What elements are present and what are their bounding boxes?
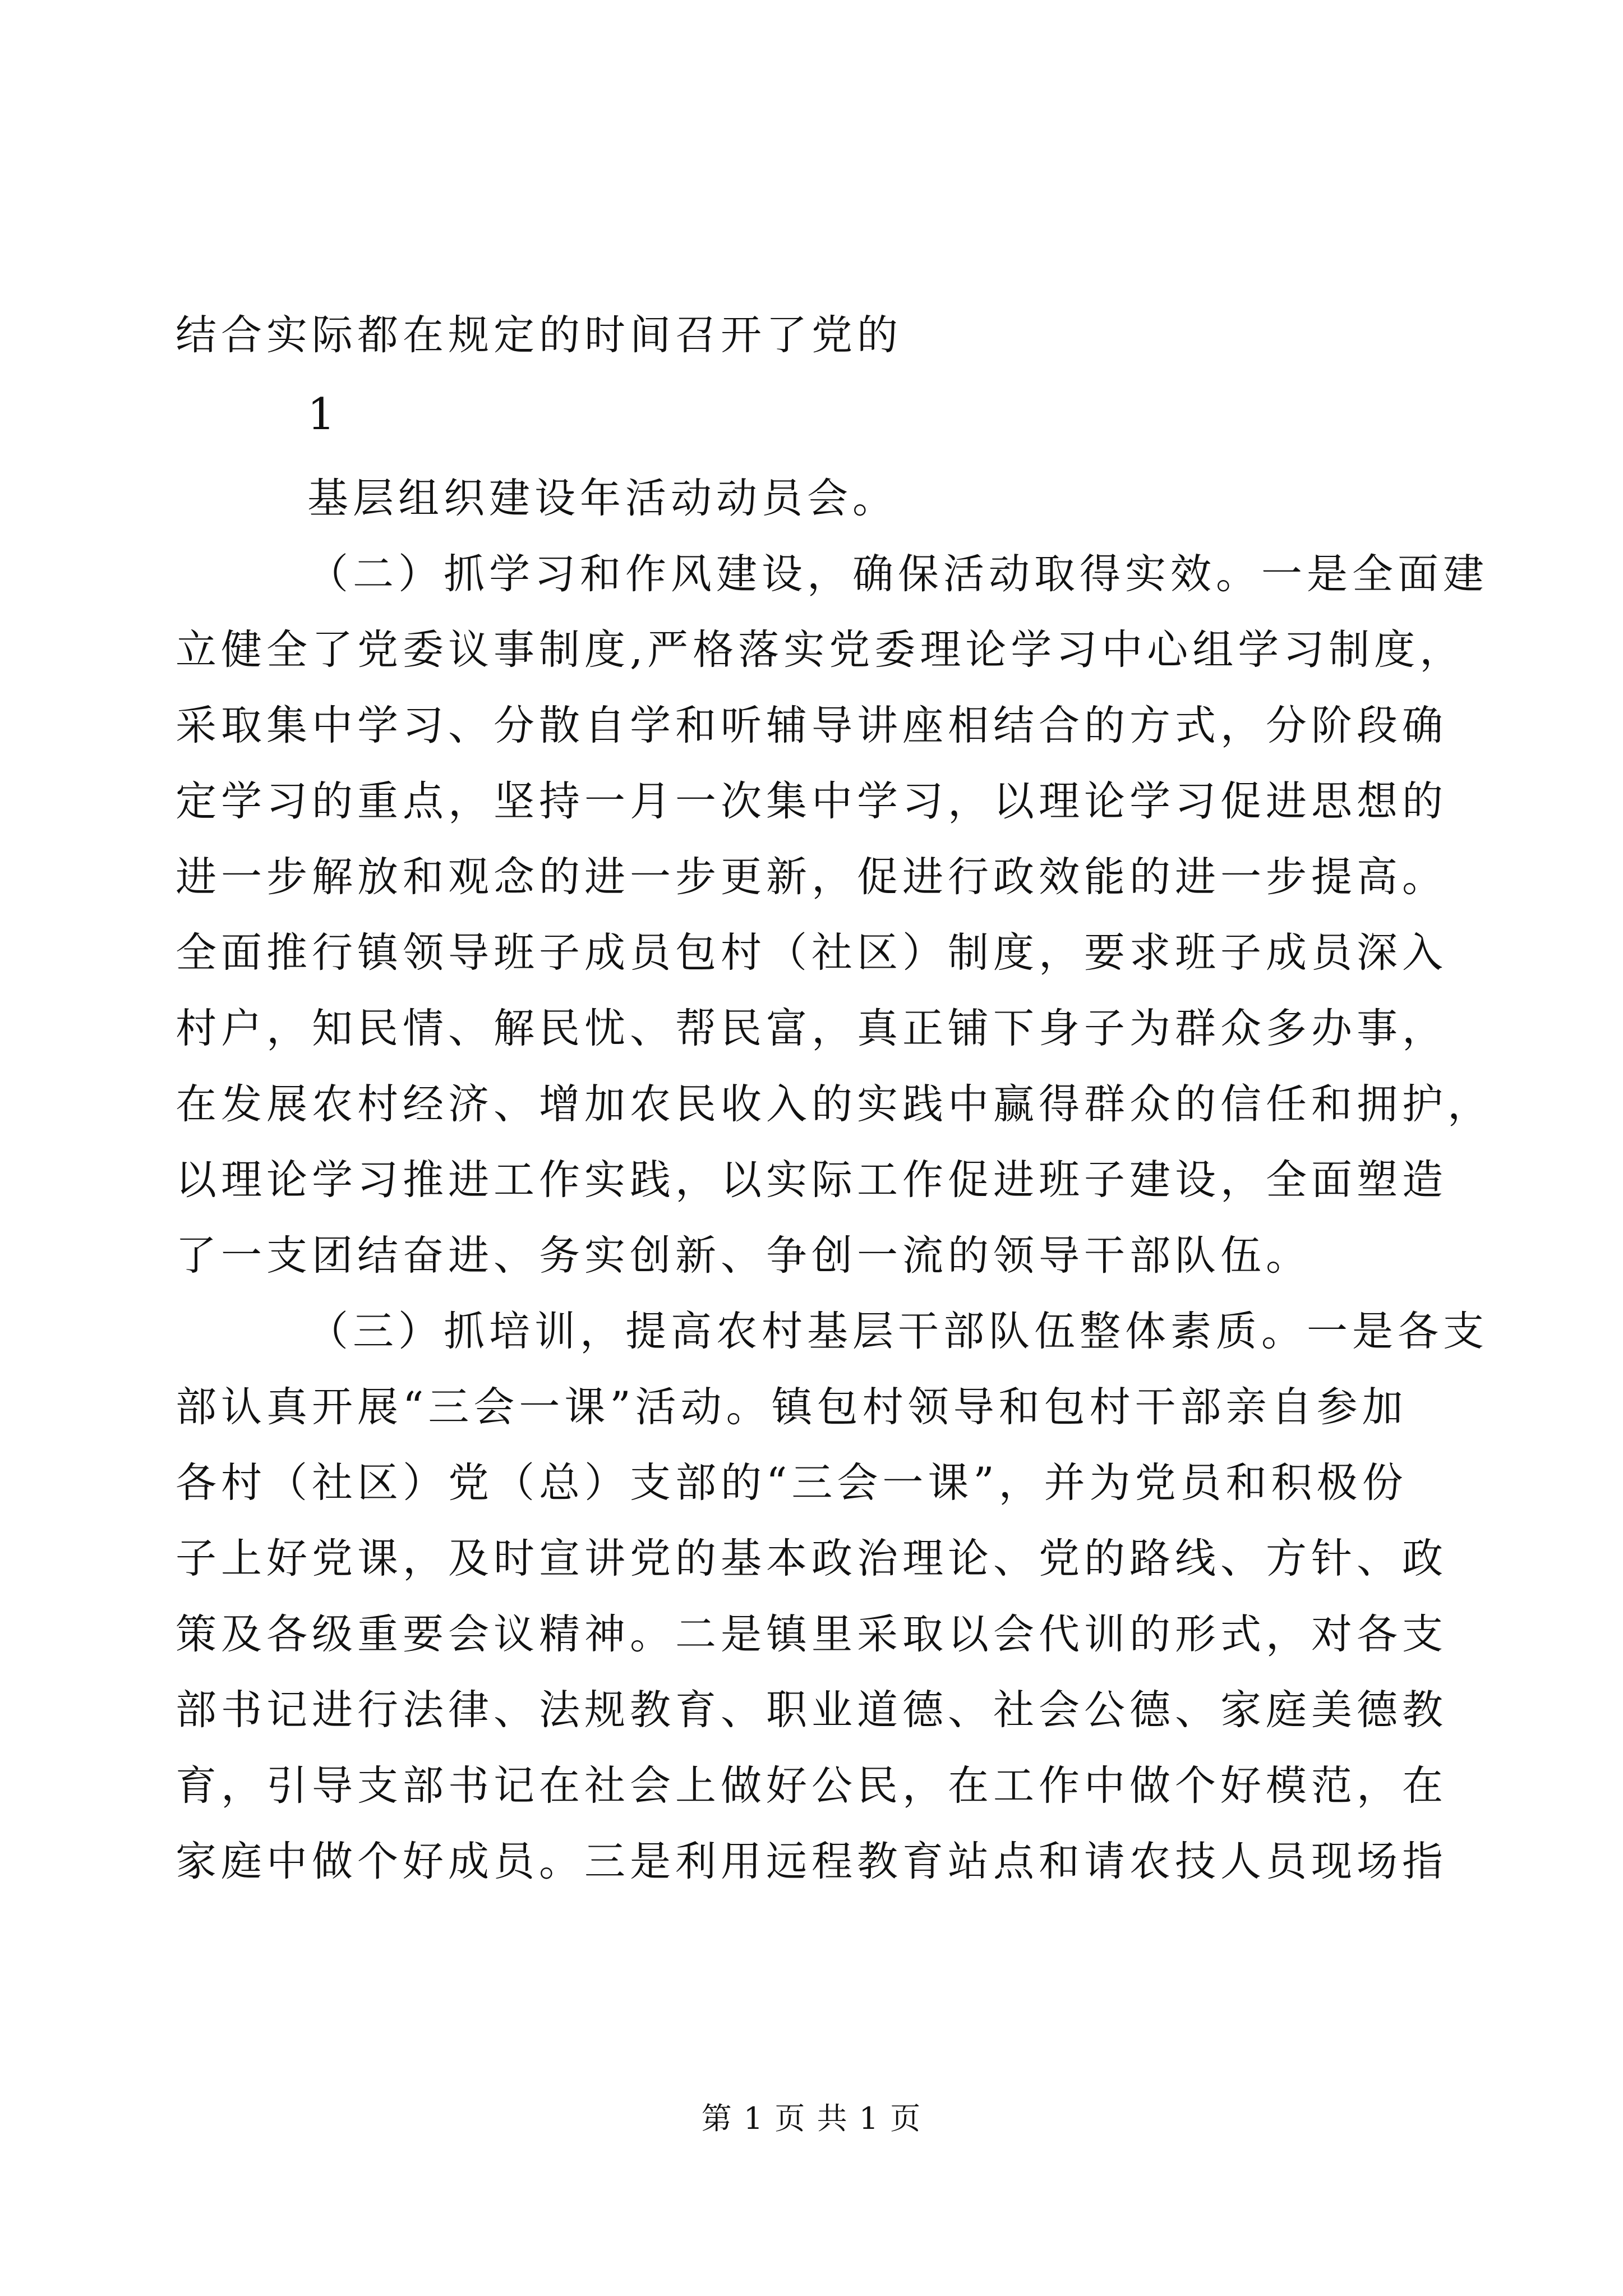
paragraph-line: 部书记进行法律、法规教育、职业道德、社会公德、家庭美德教 [176,1686,1447,1734]
paragraph-line: 策及各级重要会议精神。二是镇里采取以会代训的形式，对各支 [176,1611,1447,1658]
paragraph-line: 部认真开展“三会一课”活动。镇包村领导和包村干部亲自参加 [176,1383,1408,1431]
paragraph-line: 子上好党课，及时宣讲党的基本政治理论、党的路线、方针、政 [176,1535,1447,1582]
paragraph-line: 了一支团结奋进、务实创新、争创一流的领导干部队伍。 [176,1232,1311,1280]
paragraph-line: （三）抓培训，提高农村基层干部队伍整体素质。一是各支 [307,1308,1488,1355]
paragraph-line: 家庭中做个好成员。三是利用远程教育站点和请农技人员现场指 [176,1838,1447,1885]
paragraph-line: 进一步解放和观念的进一步更新，促进行政效能的进一步提高。 [176,853,1447,901]
paragraph-line: 村户，知民情、解民忧、帮民富，真正铺下身子为群众多办事， [176,1005,1447,1052]
paragraph-line: （二）抓学习和作风建设，确保活动取得实效。一是全面建 [307,550,1488,598]
page-marker: 1 [307,389,335,440]
paragraph-line: 定学习的重点，坚持一月一次集中学习，以理论学习促进思想的 [176,777,1447,825]
paragraph-line: 基层组织建设年活动动员会。 [307,475,898,522]
paragraph-line: 各村（社区）党（总）支部的“三会一课”，并为党员和积极份 [176,1459,1408,1507]
document-top-line: 结合实际都在规定的时间召开了党的 [176,311,902,359]
paragraph-line: 全面推行镇领导班子成员包村（社区）制度，要求班子成员深入 [176,929,1447,977]
paragraph-line: 立健全了党委议事制度,严格落实党委理论学习中心组学习制度， [176,626,1465,674]
paragraph-line: 在发展农村经济、增加农民收入的实践中赢得群众的信任和拥护， [176,1080,1493,1128]
page-footer: 第 1 页 共 1 页 [701,2101,922,2136]
paragraph-line: 育，引导支部书记在社会上做好公民，在工作中做个好模范，在 [176,1762,1447,1810]
paragraph-line: 以理论学习推进工作实践，以实际工作促进班子建设，全面塑造 [176,1156,1447,1204]
paragraph-line: 采取集中学习、分散自学和听辅导讲座相结合的方式，分阶段确 [176,702,1447,749]
